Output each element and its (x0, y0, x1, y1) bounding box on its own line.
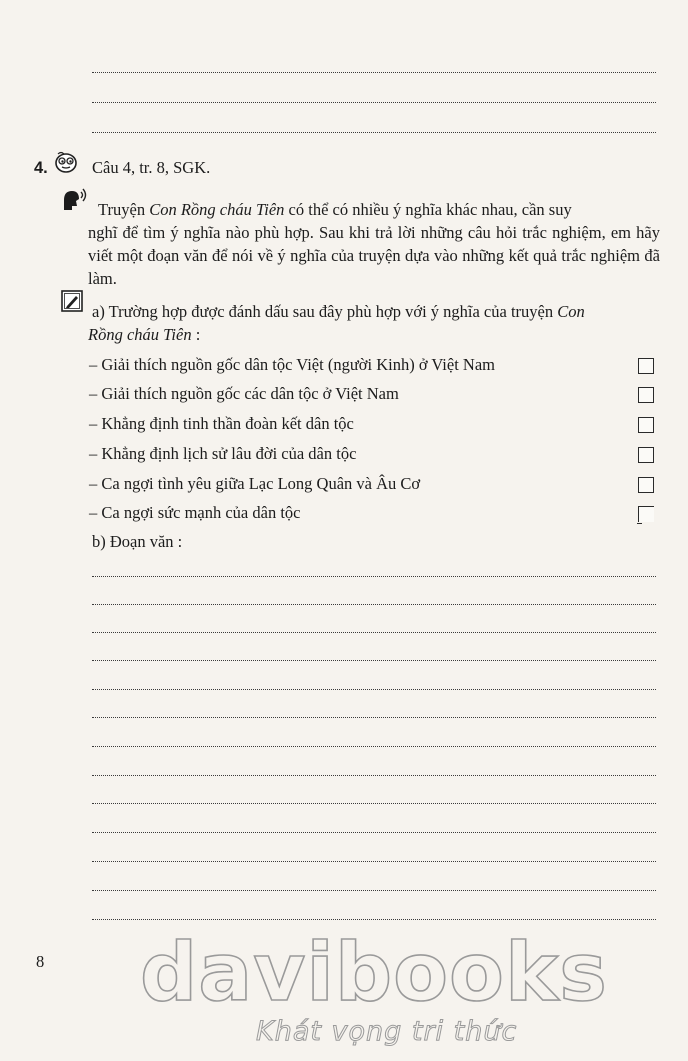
part-a-line-1: a) Trường hợp được đánh dấu sau đây phù hợp với ý nghĩa của truyện Con (92, 302, 585, 321)
watermark-slogan: Khát vọng tri thức (256, 1016, 518, 1047)
option-item: – Khẳng định tinh thần đoàn kết dân tộc (89, 414, 354, 433)
option-item: – Ca ngợi sức mạnh của dân tộc (89, 503, 301, 522)
question-number: 4. (34, 159, 48, 177)
answer-line[interactable] (92, 861, 656, 862)
answer-line[interactable] (92, 660, 656, 661)
answer-line[interactable] (92, 890, 656, 891)
answer-line[interactable] (92, 775, 656, 776)
option-item: – Ca ngợi tình yêu giữa Lạc Long Quân và Âu Cơ (89, 474, 421, 493)
option-item: – Giải thích nguồn gốc dân tộc Việt (người Kinh) ở Việt Nam (89, 355, 495, 374)
answer-line[interactable] (92, 72, 656, 73)
answer-line[interactable] (92, 919, 656, 920)
thinking-face-icon (52, 150, 80, 174)
answer-line[interactable] (92, 746, 656, 747)
answer-line[interactable] (92, 689, 656, 690)
answer-line[interactable] (92, 832, 656, 833)
writing-pencil-icon (60, 289, 84, 313)
page-number: 8 (36, 952, 45, 971)
answer-line[interactable] (92, 803, 656, 804)
question-reference: Câu 4, tr. 8, SGK. (92, 158, 211, 177)
speaker-head-icon (60, 186, 88, 212)
option-item: – Giải thích nguồn gốc các dân tộc ở Việt Nam (89, 384, 399, 403)
part-b-label: b) Đoạn văn : (92, 532, 183, 551)
answer-line[interactable] (92, 717, 656, 718)
answer-line[interactable] (92, 102, 656, 103)
watermark-brand: davibooks (140, 926, 608, 1019)
prompt-rest: nghĩ để tìm ý nghĩa nào phù hợp. Sau khi trả lời những câu hỏi trắc nghiệm, em hãy viết một đoạn văn để nói về ý nghĩa của truyện dựa vào những kết quả trắc nghiệm đã làm. (88, 223, 660, 288)
part-a-line-2: Rồng cháu Tiên : (88, 325, 201, 344)
option-checkbox[interactable] (638, 387, 654, 403)
prompt-paragraph (88, 198, 660, 290)
answer-line[interactable] (92, 632, 656, 633)
option-checkbox[interactable] (638, 417, 654, 433)
prompt-line-1: Truyện Con Rồng cháu Tiên có thể có nhiều ý nghĩa khác nhau, cần suy (98, 200, 572, 219)
answer-line[interactable] (92, 604, 656, 605)
part-a-intro (88, 300, 660, 346)
option-item: – Khẳng định lịch sử lâu đời của dân tộc (89, 444, 357, 463)
option-checkbox[interactable] (638, 358, 654, 374)
option-checkbox[interactable] (638, 477, 654, 493)
answer-line[interactable] (92, 576, 656, 577)
option-checkbox[interactable] (638, 447, 654, 463)
answer-line[interactable] (92, 132, 656, 133)
option-checkbox[interactable] (638, 506, 654, 522)
